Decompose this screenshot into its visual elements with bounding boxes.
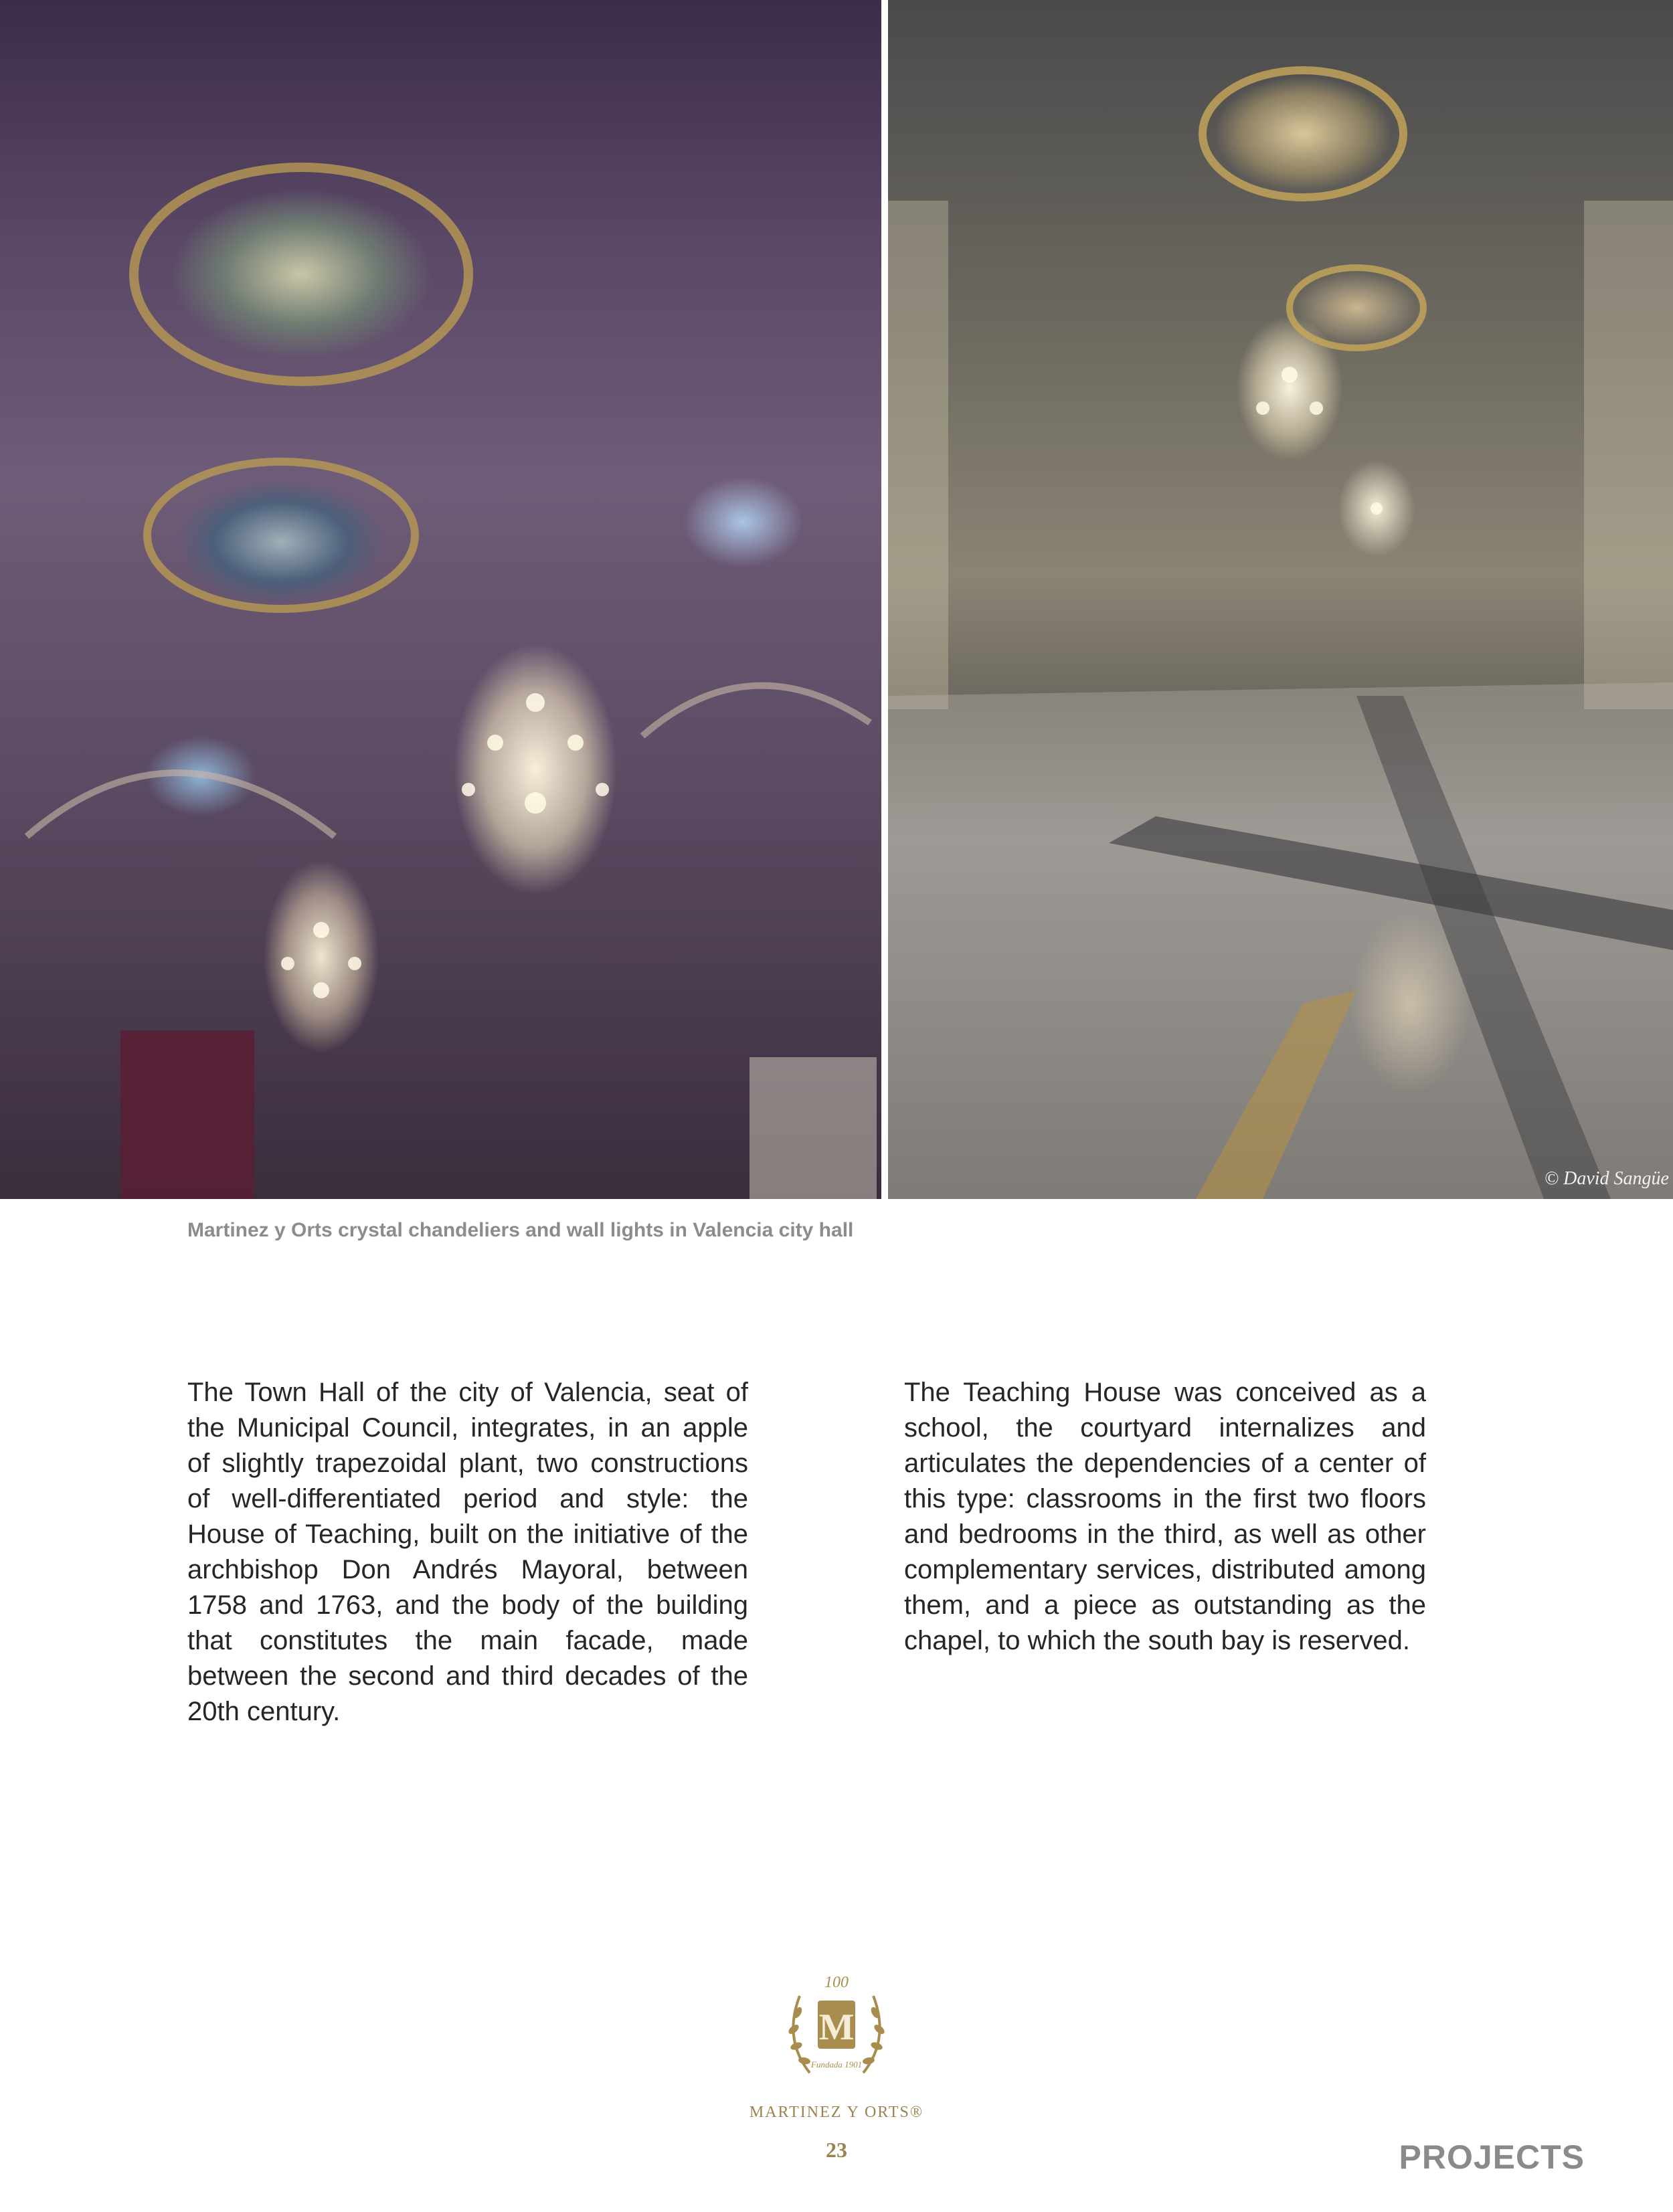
body-text-left: The Town Hall of the city of Valencia, seat of the Municipal Council, integrates, in an apple of slightly trapezoidal plant, two constructions of well-differentiated period and style: the House of Teaching, built on the initiative of the archbishop Don Andrés Mayoral, between 1758 and 1763, and the body of the building that constitutes the main facade, made between the second and third decades of the 20th century. bbox=[187, 1378, 748, 1726]
brand-name: MARTINEZ Y ORTS® bbox=[749, 2104, 924, 2121]
brand-logo bbox=[770, 1959, 903, 2093]
logo-anniversary: 100 bbox=[824, 1974, 849, 1991]
marble-hall-illustration bbox=[888, 0, 1673, 1199]
ceiling-chandelier-illustration bbox=[0, 0, 881, 1199]
photo-caption: Martinez y Orts crystal chandeliers and wall lights in Valencia city hall bbox=[187, 1219, 854, 1241]
logo-monogram: M bbox=[818, 2007, 855, 2048]
laurel-wreath-icon bbox=[770, 1959, 903, 2093]
photo-marble-hall bbox=[888, 0, 1673, 1199]
body-text-right: The Teaching House was conceived as a school, the courtyard internalizes and articulates the dependencies of a center of this type: classrooms in the first two floors and bedrooms in the third, as well as other complementary services, distributed among them, and a piece as outstanding as the chapel, to which the south bay is reserved. bbox=[904, 1378, 1426, 1655]
photo-city-hall-ceiling bbox=[0, 0, 881, 1199]
section-label: PROJECTS bbox=[1399, 2138, 1585, 2176]
logo-founded: Fundada 1901 bbox=[810, 2059, 863, 2069]
page-number: 23 bbox=[826, 2138, 847, 2162]
photo-credit: © David Sangüe bbox=[1544, 1168, 1669, 1189]
